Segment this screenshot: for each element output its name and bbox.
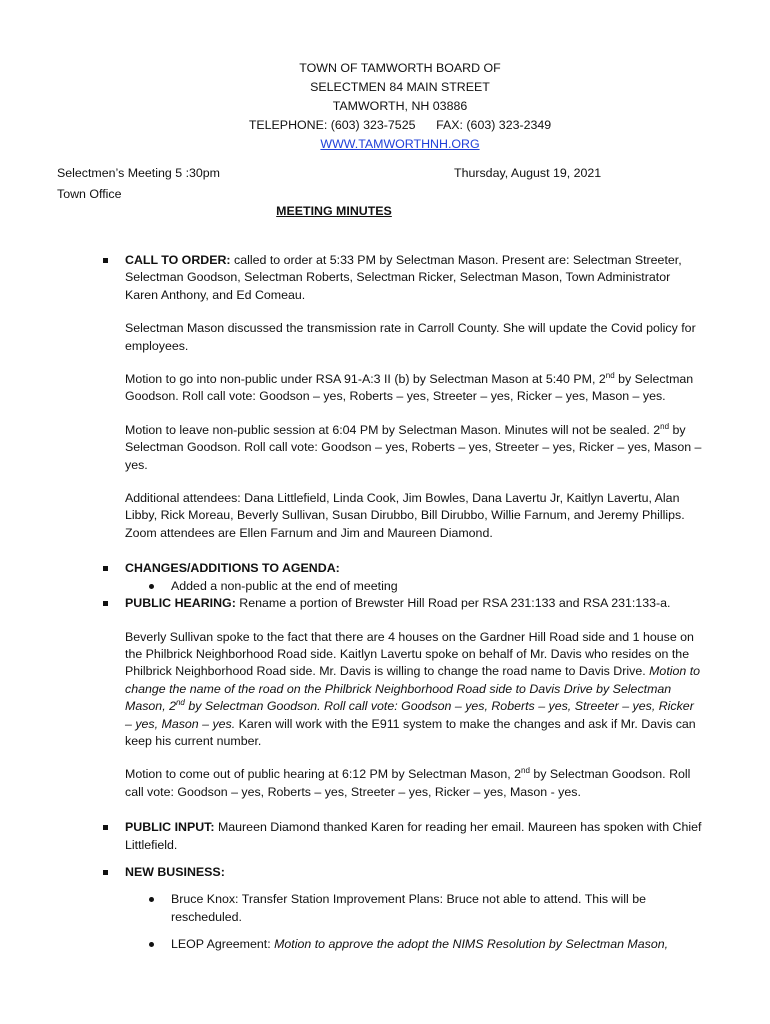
paragraph: Beverly Sullivan spoke to the fact that there are 4 houses on the Gardner Hill Road side and 1 house on the Philbrick Neighborhood Road side. Kaitlyn Lavertu spoke on behalf of Mr. Davis who resides on the Philbrick Neighborhood Road side. Mr. Davis is willing to change the road name to Davis Drive. Motion to change the name of the road on the Philbrick Neighborhood Road side to Davis Drive by Selectman Mason, 2nd by Selectman Goodson. Roll call vote: Goodson – yes, Roberts – yes, Streeter – yes, Ricker – yes, Mason – yes. Karen will work with the E911 system to make the changes and ask if Mr. Davis can keep his current number.	[125, 629, 701, 748]
section-changes	[125, 560, 703, 595]
letterhead	[0, 59, 770, 154]
bullet-dot-icon	[149, 584, 154, 589]
paragraph: Additional attendees: Dana Littlefield, Linda Cook, Jim Bowles, Dana Lavertu Jr, Kaitlyn Lavertu, Alan Libby, Rick Moreau, Beverly Sullivan, Susan Dirubbo, Bill Dirubbo, Willie Farnum, and Jeremy Phillips. Zoom attendees are Ellen Farnum and Jim and Maureen Diamond.	[125, 491, 685, 540]
letterhead-line-2: SELECTMEN 84 MAIN STREET	[310, 80, 490, 94]
section-label: CHANGES/ADDITIONS TO AGENDA:	[125, 561, 340, 576]
section-public-hearing	[125, 595, 703, 801]
meeting-name: Selectmen’s Meeting 5 :30pm	[57, 166, 221, 180]
list-item: LEOP Agreement: Motion to approve the adopt the NIMS Resolution by Selectman Mason,	[125, 936, 703, 953]
section-text: Maureen Diamond thanked Karen for reading her email. Maureen has spoken with Chief Littlefield.	[125, 820, 702, 852]
section-new-business	[125, 864, 703, 954]
section-call-to-order	[125, 252, 703, 542]
bullet-square-icon	[103, 870, 108, 875]
section-label: PUBLIC HEARING:	[125, 596, 236, 611]
letterhead-contact: TELEPHONE: (603) 323-7525 FAX: (603) 323-2349	[248, 118, 552, 132]
paragraph: Motion to come out of public hearing at 6:12 PM by Selectman Mason, 2nd by Selectman Goodson. Roll call vote: Goodson – yes, Roberts – yes, Streeter – yes, Ricker – yes, Mason - yes.	[125, 766, 691, 799]
paragraph: Motion to leave non-public session at 6:04 PM by Selectman Mason. Minutes will not be sealed. 2nd by Selectman Goodson. Roll call vote: Goodson – yes, Roberts – yes, Streeter – yes, Ricker – yes, Mason – yes.	[125, 421, 702, 472]
section-label: CALL TO ORDER:	[125, 253, 231, 267]
letterhead-line-1: TOWN OF TAMWORTH BOARD OF	[299, 61, 501, 75]
meeting-info	[57, 163, 220, 205]
bullet-square-icon	[103, 566, 108, 571]
bullet-square-icon	[103, 258, 108, 263]
bullet-dot-icon	[149, 897, 154, 902]
section-text: Rename a portion of Brewster Hill Road per RSA 231:133 and RSA 231:133-a.	[235, 596, 671, 611]
list-item: Added a non-public at the end of meeting	[125, 578, 703, 595]
section-label: NEW BUSINESS:	[125, 864, 225, 879]
paragraph: Motion to go into non-public under RSA 91-A:3 II (b) by Selectman Mason at 5:40 PM, 2nd by Selectman Goodson. Roll call vote: Goodson – yes, Roberts – yes, Streeter – yes, Ricker – yes, Mason – yes.	[125, 371, 694, 404]
section-public-input	[125, 819, 703, 854]
bullet-square-icon	[103, 825, 108, 830]
bullet-square-icon	[103, 601, 108, 606]
meeting-location: Town Office	[57, 187, 122, 201]
website-link[interactable]: WWW.TAMWORTHNH.ORG	[320, 137, 480, 151]
bullet-dot-icon	[149, 942, 154, 947]
section-label: PUBLIC INPUT:	[125, 820, 215, 835]
letterhead-line-3: TAMWORTH, NH 03886	[332, 99, 468, 113]
paragraph: Selectman Mason discussed the transmission rate in Carroll County. She will update the Covid policy for employees.	[125, 321, 696, 353]
meeting-date: Thursday, August 19, 2021	[454, 166, 602, 180]
page-title: MEETING MINUTES	[276, 204, 392, 218]
section-text: called to order at 5:33 PM by Selectman Mason. Present are: Selectman Streeter, Selectman Goodson, Selectman Roberts, Selectman Ricker, Selectman Mason, Town Administrator Karen Anthony, and Ed Comeau.	[125, 253, 682, 302]
list-item: Bruce Knox: Transfer Station Improvement Plans: Bruce not able to attend. This will be rescheduled.	[125, 891, 703, 926]
minutes-body	[125, 252, 703, 954]
